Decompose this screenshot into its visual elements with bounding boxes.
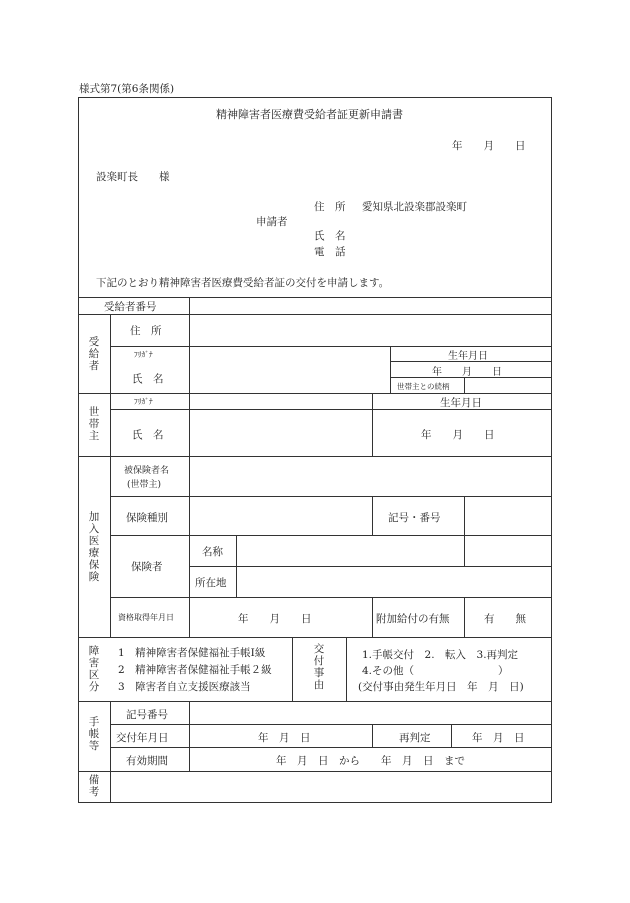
statement: 下記のとおり精神障害者医療費受給者証の交付を申請します。 [96,277,390,289]
request-date: 年 月 日 [452,140,526,152]
applicant-address-value: 愛知県北設楽郡設楽町 [362,201,467,213]
rule [78,701,552,702]
rule [292,637,293,701]
applicant-phone-label: 電 話 [314,246,346,258]
householder-section-label: 世帯主 [88,406,100,442]
frame-left [78,97,79,803]
rule [110,724,552,725]
acquired-date-value: 年 月 日 [238,613,312,625]
rule [110,701,111,802]
acquired-date-label: 資格取得年月日 [118,613,174,622]
rule [390,346,391,393]
rule [78,314,552,315]
remarks-label: 備考 [88,774,100,798]
rule [236,535,237,597]
rule [464,377,465,393]
recipient-name-label: 氏 名 [132,373,164,385]
recipient-birthdate-value: 年 月 日 [432,367,502,378]
rule [110,747,552,748]
rule [189,566,552,567]
rule [346,637,347,701]
supplement-label: 附加給付の有無 [376,613,450,625]
recipient-address-label: 住 所 [130,325,162,337]
rule [78,297,552,298]
frame-bottom [78,802,552,803]
applicant-name-label: 氏 名 [314,230,346,242]
issue-date-label: 交付年月日 [116,732,169,744]
form-number: 様式第7(第6条関係) [79,83,175,95]
applicant-address-label: 住 所 [314,201,346,213]
frame-top [78,97,552,98]
rule [110,597,552,598]
householder-name-label: 氏 名 [132,429,164,441]
reason-line-3: (交付事由発生年月日 年 月 日) [358,681,524,693]
rule [464,496,465,566]
recipient-section-label: 受給者 [88,336,100,372]
rule [372,393,373,456]
reason-line-1: 1.手帳交付 2. 転入 3.再判定 [362,649,519,661]
rule [372,597,373,637]
householder-birthdate-label: 生年月日 [440,397,482,409]
applicant-label: 申請者 [256,216,288,228]
rule [372,496,373,535]
disability-item-1: 1 精神障害者保健福祉手帳Ⅰ級 [118,647,266,659]
rule [110,409,552,410]
supplement-value: 有 無 [484,613,526,625]
rule [110,535,552,536]
reason-line-2: 4.その他（ ） [362,665,509,677]
disability-item-2: 2 精神障害者保健福祉手帳２級 [118,664,272,676]
insurer-name-label: 名称 [202,546,223,558]
rule [78,456,552,457]
householder-birthdate-value: 年 月 日 [421,429,495,441]
validity-label: 有効期間 [126,755,168,767]
disability-item-3: 3 障害者自立支援医療該当 [118,681,251,693]
recipient-number-label: 受給者番号 [104,301,157,313]
rejudge-label: 再判定 [399,732,431,744]
recipient-birthdate-label: 生年月日 [448,351,488,362]
reason-label: 交付事由 [313,643,325,691]
rule [189,297,190,393]
rejudge-value: 年 月 日 [472,732,525,744]
insured-name-sub: (世帯主) [127,480,162,490]
rule [78,393,552,394]
addressee: 設楽町長 様 [96,171,170,183]
insurance-symbol-label: 記号・番号 [388,512,441,524]
issue-date-value: 年 月 日 [258,732,311,744]
rule [372,724,373,747]
rule [464,597,465,637]
householder-furigana-label: ﾌﾘｶﾞﾅ [134,397,153,406]
frame-right [551,97,552,803]
insurance-type-label: 保険種別 [126,512,168,524]
notebook-number-label: 記号番号 [126,709,168,721]
insured-name-label: 被保険者名 [124,466,170,476]
recipient-relation-label: 世帯主との続柄 [397,382,450,391]
notebook-section-label: 手帳等 [88,716,100,752]
rule [78,637,552,638]
insurance-section-label: 加入医療保険 [88,511,100,583]
validity-value: 年 月 日 から 年 月 日 まで [276,755,465,767]
rule [451,724,452,747]
insurer-address-label: 所在地 [195,577,227,589]
rule [189,393,190,637]
rule [110,314,111,637]
form-title: 精神障害者医療費受給者証更新申請書 [216,108,403,121]
disability-section-label: 障害区分 [88,645,100,693]
insurer-label: 保険者 [131,561,163,573]
rule [110,496,552,497]
rule [189,701,190,771]
recipient-furigana-label: ﾌﾘｶﾞﾅ [134,350,153,359]
rule [78,771,552,772]
